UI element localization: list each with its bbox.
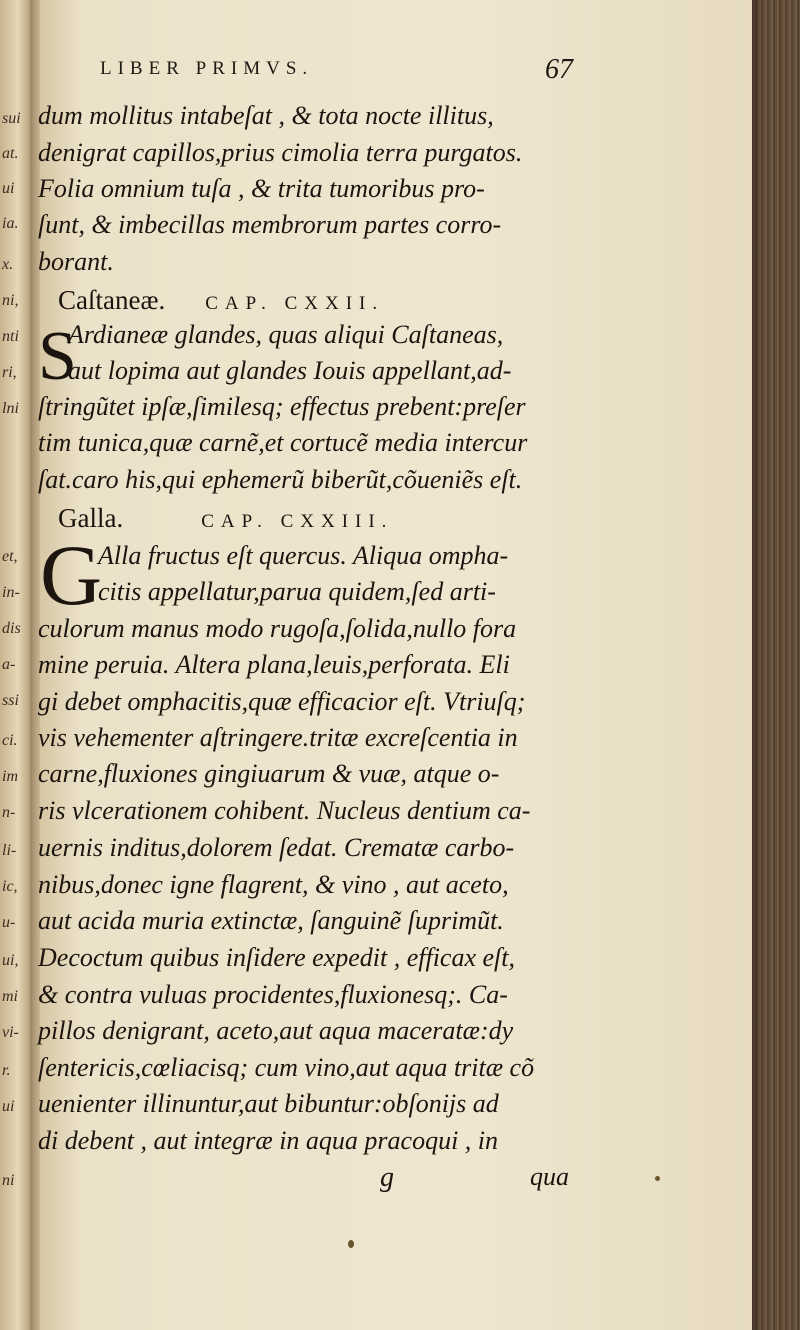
margin-fragment: in- (2, 584, 20, 601)
book-fore-edge (752, 0, 800, 1330)
text-line: aut acida muria extinctæ, ſanguinẽ ſuprimũt. (38, 906, 504, 935)
text-line: borant. (38, 247, 114, 276)
text-line: vis vehementer aſtringere.tritæ excreſcentia in (38, 723, 518, 752)
margin-fragment: nti (2, 328, 19, 345)
text-line: ſat.caro his,qui ephemerũ biberũt,cõueniẽs eſt. (38, 465, 523, 494)
margin-fragment: lni (2, 400, 19, 417)
text-line: citis appellatur,parua quidem,ſed arti- (98, 577, 496, 606)
margin-fragment: ci. (2, 732, 18, 749)
chapter-title: Caſtaneæ. (58, 285, 166, 315)
text-line: uenienter illinuntur,aut bibuntur:obſonijs ad (38, 1089, 499, 1118)
margin-fragments (0, 0, 40, 1330)
text-line: Folia omnium tuſa , & trita tumoribus pro- (38, 174, 485, 203)
text-line: di debent , aut integræ in aqua pracoqui , in (38, 1126, 499, 1155)
text-line: pillos denigrant, aceto,aut aqua maceratæ:dy (38, 1016, 514, 1045)
margin-fragment: mi (2, 988, 18, 1005)
text-line: dum mollitus intabeſat , & tota nocte illitus, (38, 101, 494, 130)
text-line: gi debet omphacitis,quæ efficacior eſt. Vtriuſq; (38, 687, 526, 716)
text-line: culorum manus modo rugoſa,ſolida,nullo fora (38, 614, 517, 643)
paper-stain (348, 1240, 354, 1248)
text-line: carne,fluxiones gingiuarum & vuæ, atque o- (38, 759, 500, 788)
text-line: Ardianeæ glandes, quas aliqui Caſtaneas, (68, 320, 504, 349)
running-head: LIBER PRIMVS. (100, 58, 314, 79)
text-line: Alla fructus eſt quercus. Aliqua ompha- (98, 541, 509, 570)
margin-fragment: at. (2, 145, 19, 162)
margin-fragment: ssi (2, 692, 19, 709)
margin-fragment: ui (2, 1098, 15, 1115)
drop-initial: G (40, 527, 103, 623)
text-line: Decoctum quibus inſidere expedit , efficax eſt, (38, 943, 515, 972)
margin-fragment: vi- (2, 1024, 19, 1041)
margin-fragment: dis (2, 620, 21, 637)
margin-fragment: a- (2, 656, 16, 673)
text-line: ris vlcerationem cohibent. Nucleus dentium ca- (38, 796, 531, 825)
margin-fragment: li- (2, 842, 17, 859)
margin-fragment: ui (2, 180, 15, 197)
drop-initial: S (38, 318, 77, 395)
margin-fragment: ia. (2, 215, 19, 232)
margin-fragment: u- (2, 914, 16, 931)
text-line: nibus,donec igne flagrent, & vino , aut aceto, (38, 870, 509, 899)
margin-fragment: r. (2, 1062, 11, 1079)
text-line: ſentericis,cœliacisq; cum vino,aut aqua tritæ cõ (38, 1053, 535, 1082)
chapter-number: CAP. CXXIII. (201, 511, 394, 532)
text-line: ſunt, & imbecillas membrorum partes corro- (38, 210, 502, 239)
catchword: qua (530, 1162, 569, 1191)
signature-mark: g (380, 1162, 394, 1193)
margin-fragment: ni (2, 1172, 15, 1189)
margin-fragment: et, (2, 548, 18, 565)
chapter-title: Galla. (58, 503, 124, 533)
margin-fragment: x. (2, 256, 14, 273)
paper-stain (655, 1176, 660, 1181)
text-line: denigrat capillos,prius cimolia terra purgatos. (38, 138, 523, 167)
margin-fragment: n- (2, 804, 16, 821)
margin-fragment: im (2, 768, 18, 785)
chapter-heading (58, 503, 393, 534)
margin-fragment: ui, (2, 952, 19, 969)
text-line: mine peruia. Altera plana,leuis,perforata. Eli (38, 650, 510, 679)
page-number: 67 (545, 54, 573, 85)
margin-fragment: sui (2, 110, 21, 127)
chapter-number: CAP. CXXII. (205, 293, 385, 314)
margin-fragment: ic, (2, 878, 18, 895)
text-line: aut lopima aut glandes Iouis appellant,ad- (68, 356, 512, 385)
text-line: ſtringũtet ipſæ,ſimilesq; effectus prebent:preſer (38, 392, 526, 421)
margin-fragment: ri, (2, 364, 17, 381)
text-line: tim tunica,quæ carnẽ,et cortucẽ media intercur (38, 428, 528, 457)
chapter-heading (58, 285, 384, 316)
margin-fragment: ni, (2, 292, 19, 309)
text-line: uernis inditus,dolorem ſedat. Crematæ carbo- (38, 833, 515, 862)
text-line: & contra vuluas procidentes,fluxionesq;. Ca- (38, 980, 508, 1009)
